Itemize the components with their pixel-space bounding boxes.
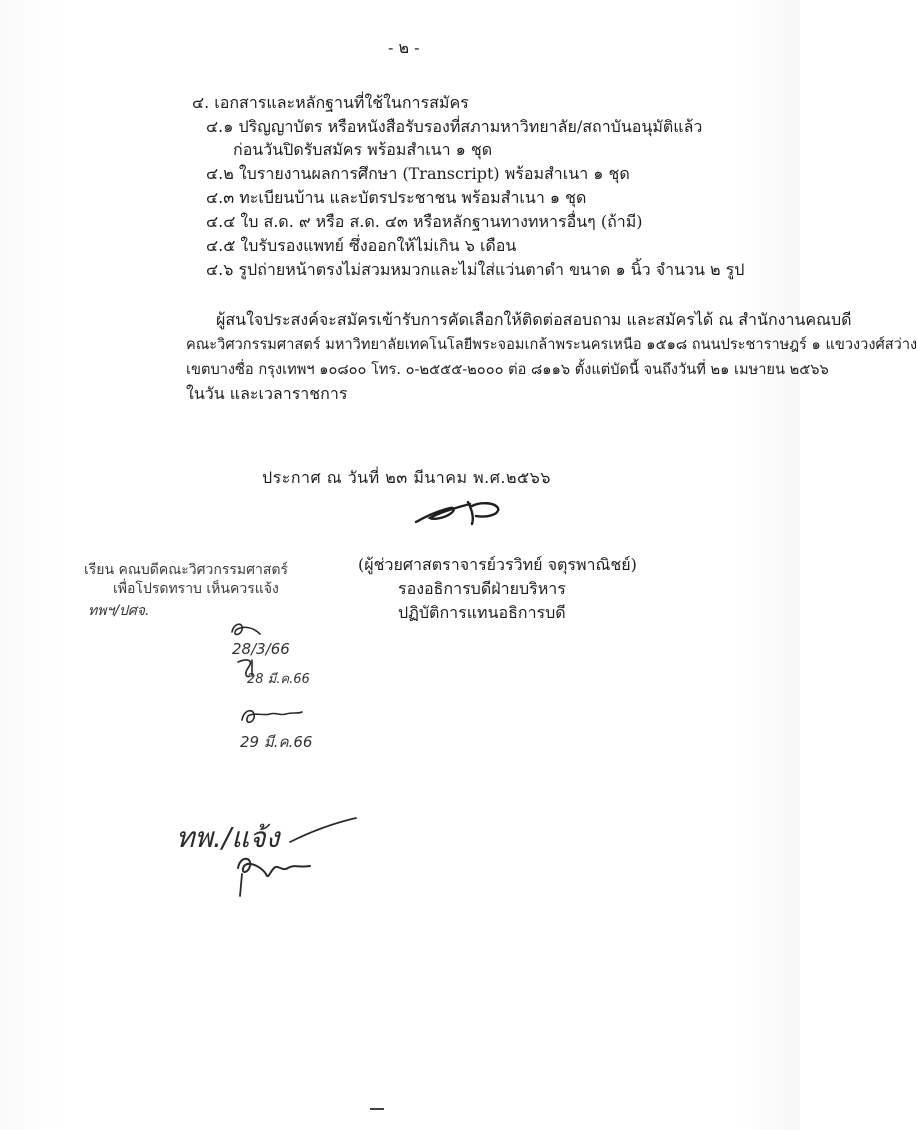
scan-mark	[370, 1108, 384, 1110]
handwritten-initials-image	[236, 702, 306, 730]
contact-paragraph-line: ในวัน และเวลาราชการ	[186, 384, 348, 403]
section-heading: ๔. เอกสารและหลักฐานที่ใช้ในการสมัคร	[192, 93, 469, 112]
routing-note-line: เพื่อโปรดทราบ เห็นควรแจ้ง	[113, 581, 279, 597]
handwritten-date: 28/3/66	[232, 640, 290, 658]
list-item: ก่อนวันปิดรับสมัคร พร้อมสำเนา ๑ ชุด	[233, 140, 493, 159]
list-item: ๔.๔ ใบ ส.ด. ๙ หรือ ส.ด. ๔๓ หรือหลักฐานทางทหารอื่นๆ (ถ้ามี)	[206, 212, 643, 231]
signatory-position: ปฏิบัติการแทนอธิการบดี	[398, 603, 566, 622]
list-item: ๔.๖ รูปถ่ายหน้าตรงไม่สวมหมวกและไม่ใส่แว่นตาดำ ขนาด ๑ นิ้ว จำนวน ๒ รูป	[206, 260, 745, 279]
list-item: ๔.๕ ใบรับรองแพทย์ ซึ่งออกให้ไม่เกิน ๖ เดือน	[206, 236, 517, 255]
contact-paragraph-line: ผู้สนใจประสงค์จะสมัครเข้ารับการคัดเลือกให้ติดต่อสอบถาม และสมัครได้ ณ สำนักงานคณบดี	[216, 310, 852, 329]
announcement-date: ประกาศ ณ วันที่ ๒๓ มีนาคม พ.ศ.๒๕๖๖	[262, 468, 551, 487]
handwritten-initials-image	[226, 618, 266, 642]
page-number: - ๒ -	[388, 38, 420, 57]
handwritten-signature-image	[170, 812, 370, 902]
handwritten-date: 29 มี.ค.66	[240, 733, 313, 751]
contact-paragraph-line: เขตบางซื่อ กรุงเทพฯ ๑๐๘๐๐ โทร. ๐-๒๕๕๕-๒๐๐๐ ต่อ ๘๑๑๖ ตั้งแต่บัดนี้ จนถึงวันที่ ๒๑ เมษายน ๒๕๖๖	[186, 361, 829, 378]
handwritten-note: ทพ./แจ้ง	[176, 821, 280, 854]
signatory-position: รองอธิการบดีฝ่ายบริหาร	[398, 579, 566, 598]
contact-paragraph-line: คณะวิศวกรรมศาสตร์ มหาวิทยาลัยเทคโนโลยีพระจอมเกล้าพระนครเหนือ ๑๕๑๘ ถนนประชาราษฎร์ ๑ แขวงวงศ์สว่าง	[186, 336, 917, 353]
list-item: ๔.๑ ปริญญาบัตร หรือหนังสือรับรองที่สภามหาวิทยาลัย/สถาบันอนุมัติแล้ว	[206, 117, 703, 136]
routing-note-line: เรียน คณบดีคณะวิศวกรรมศาสตร์	[84, 562, 288, 578]
handwritten-note: ทพฯ/ปศจ.	[88, 603, 150, 619]
list-item: ๔.๓ ทะเบียนบ้าน และบัตรประชาชน พร้อมสำเนา ๑ ชุด	[206, 188, 587, 207]
signatory-name: (ผู้ช่วยศาสตราจารย์วรวิทย์ จตุรพาณิชย์)	[358, 555, 637, 574]
signature-image	[410, 494, 510, 530]
handwritten-date: 28 มี.ค.66	[247, 672, 310, 687]
list-item: ๔.๒ ใบรายงานผลการศึกษา (Transcript) พร้อมสำเนา ๑ ชุด	[206, 164, 630, 183]
